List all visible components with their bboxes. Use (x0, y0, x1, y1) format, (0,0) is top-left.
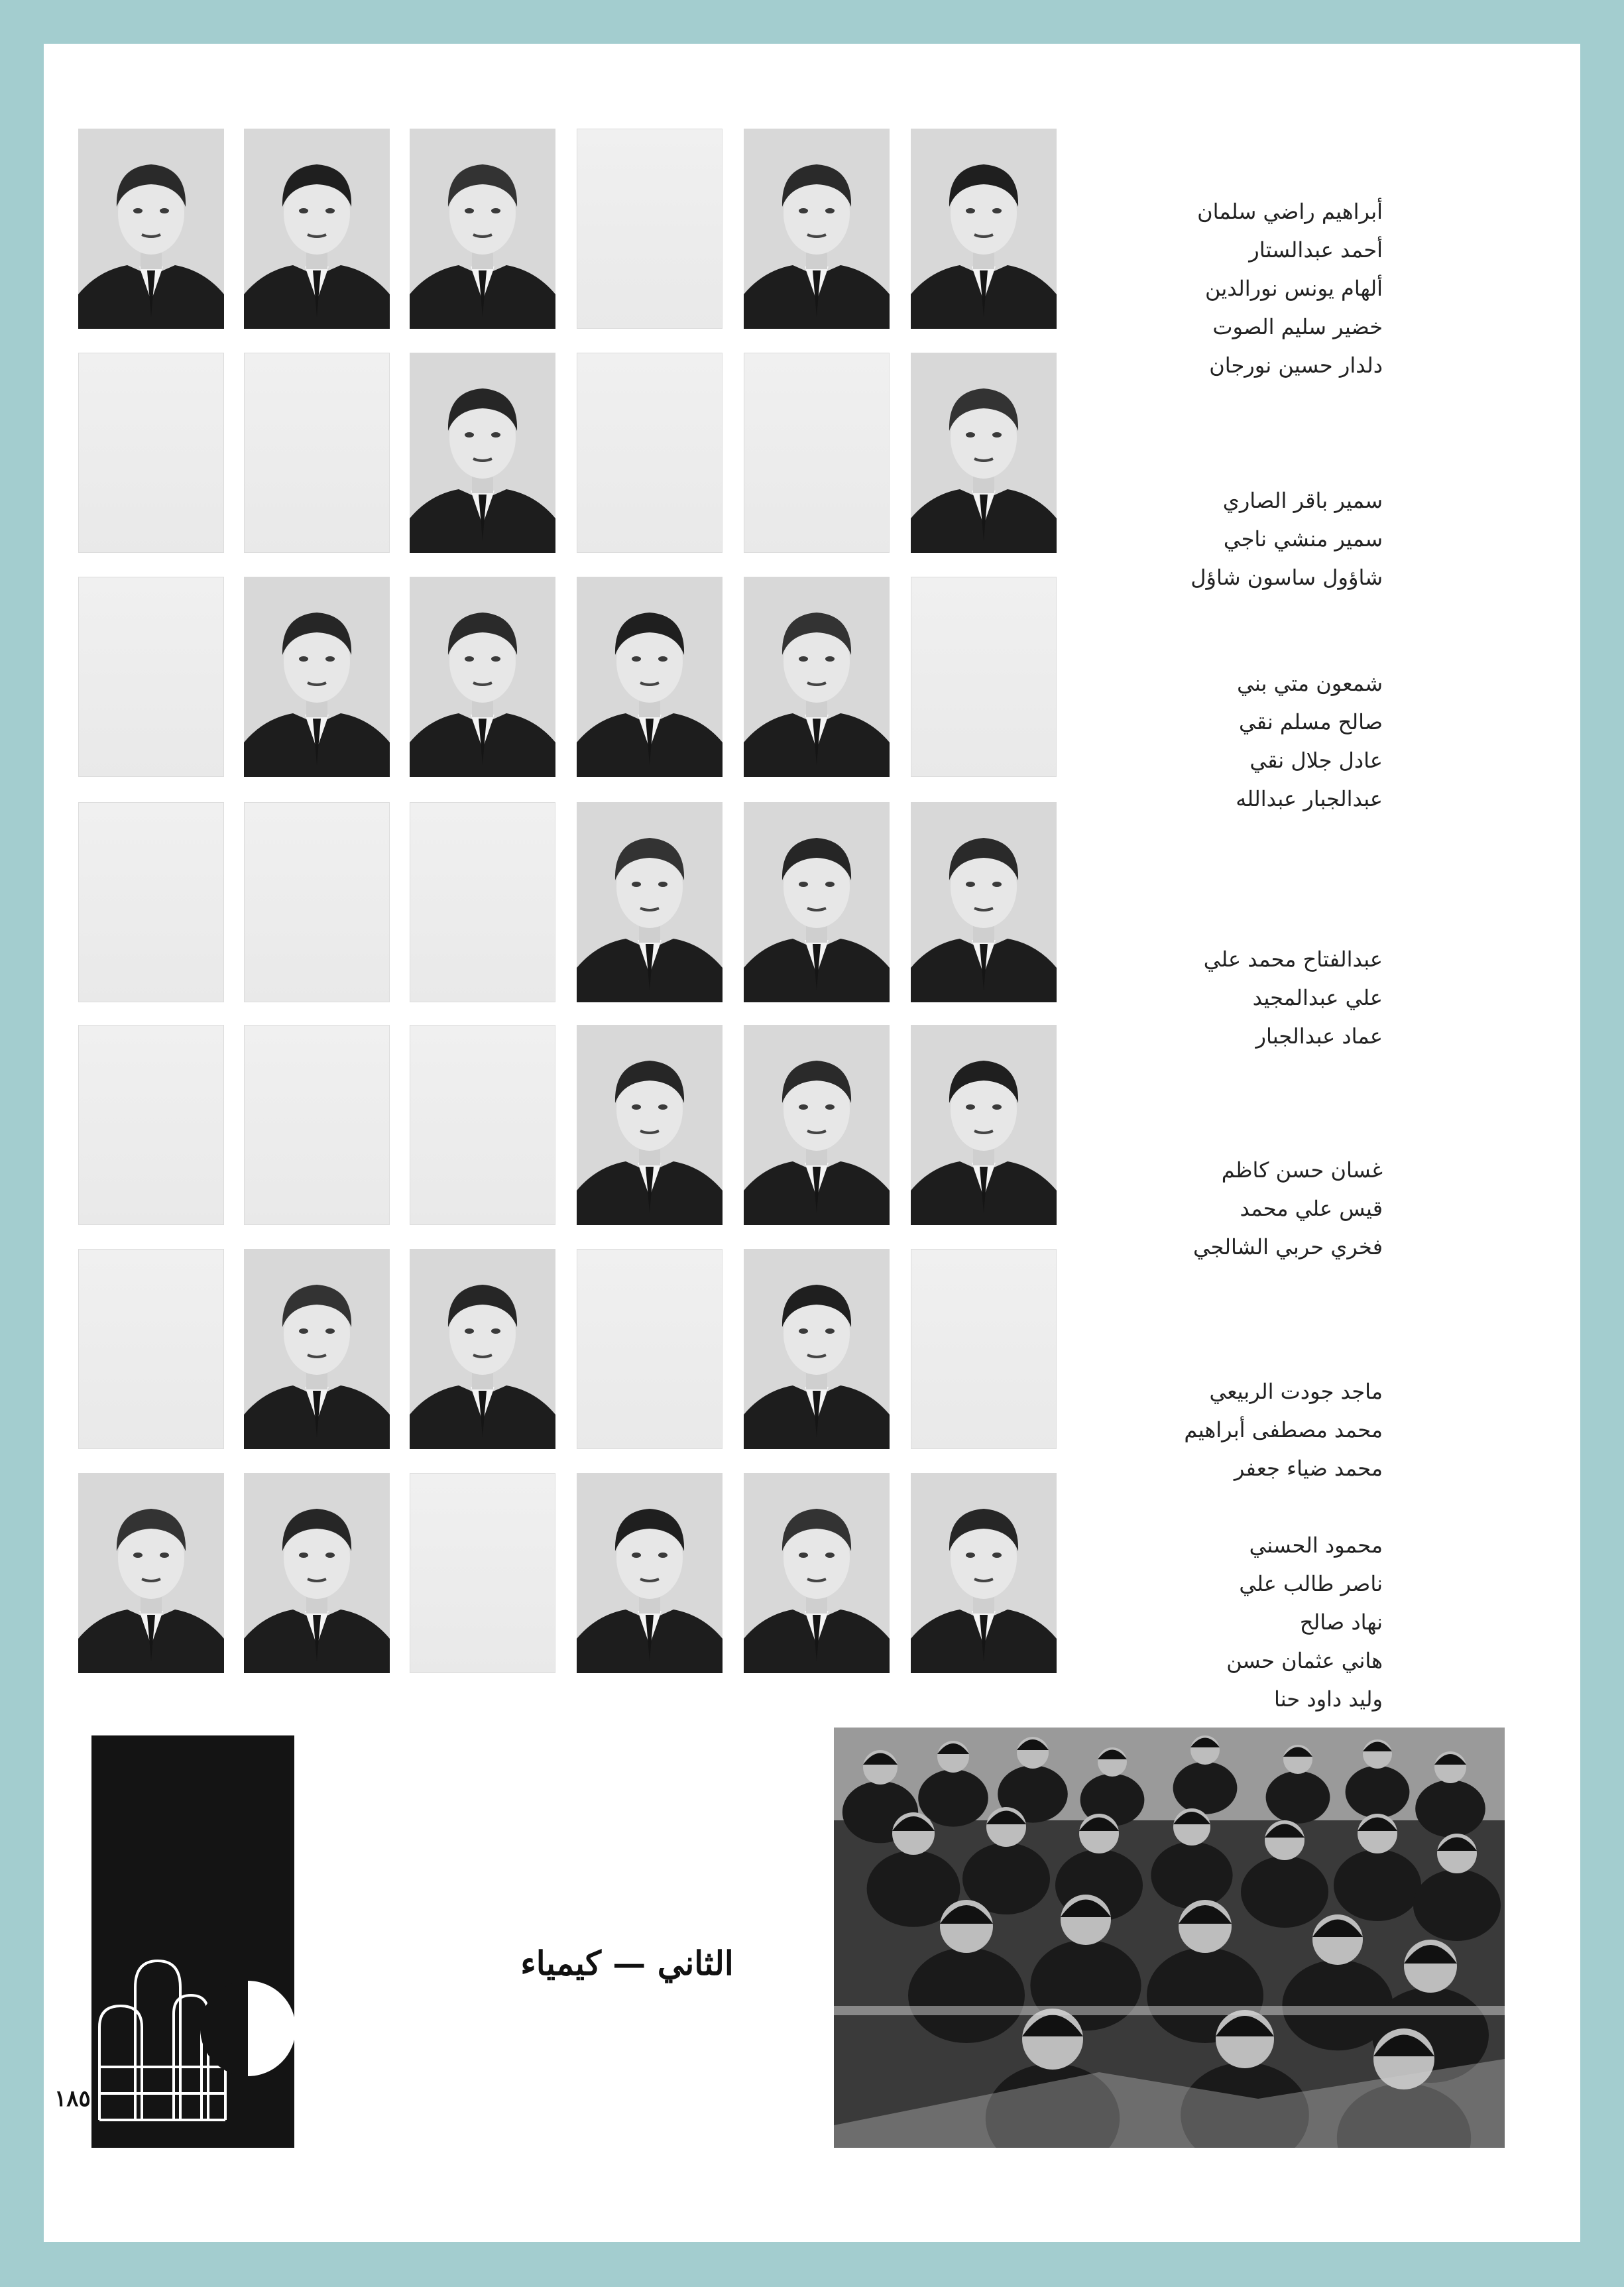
student-portrait-icon (78, 1473, 224, 1673)
student-portrait-icon (911, 1473, 1057, 1673)
student-name: محمد ضياء جعفر (1234, 1456, 1383, 1481)
student-portrait-icon (744, 1473, 890, 1673)
student-name: محمد مصطفى أبراهيم (1184, 1417, 1383, 1442)
student-portrait-icon (911, 802, 1057, 1002)
student-portrait (244, 1473, 390, 1673)
student-portrait-icon (911, 353, 1057, 553)
student-name: عماد عبدالجبار (1255, 1024, 1383, 1049)
student-portrait (744, 129, 890, 329)
student-portrait-icon (78, 129, 224, 329)
empty-photo-slot (410, 1025, 555, 1225)
student-portrait (911, 802, 1057, 1002)
student-portrait (911, 353, 1057, 553)
student-name: قيس علي محمد (1240, 1196, 1383, 1221)
student-name: هاني عثمان حسن (1226, 1648, 1383, 1673)
empty-photo-slot (744, 353, 890, 553)
empty-photo-slot (244, 353, 390, 553)
name-list (1144, 481, 1383, 597)
student-portrait-icon (744, 129, 890, 329)
student-portrait (911, 129, 1057, 329)
empty-photo-slot (911, 1249, 1057, 1449)
student-portrait (577, 802, 723, 1002)
student-portrait-icon (244, 1249, 390, 1449)
student-portrait-icon (244, 129, 390, 329)
student-portrait (744, 802, 890, 1002)
student-name: ناصر طالب علي (1239, 1571, 1383, 1596)
student-portrait (911, 1473, 1057, 1673)
student-portrait-icon (577, 1025, 723, 1225)
student-portrait (410, 353, 555, 553)
student-portrait-icon (410, 129, 555, 329)
student-portrait-icon (244, 577, 390, 777)
student-portrait (577, 577, 723, 777)
student-portrait (410, 129, 555, 329)
student-portrait (911, 1025, 1057, 1225)
empty-photo-slot (410, 802, 555, 1002)
student-portrait-icon (911, 1025, 1057, 1225)
student-portrait (744, 577, 890, 777)
student-portrait-icon (410, 1249, 555, 1449)
student-name: خضير سليم الصوت (1212, 314, 1383, 339)
empty-photo-slot (577, 353, 723, 553)
page-number: ١٨٥ (54, 2085, 91, 2112)
empty-photo-slot (244, 1025, 390, 1225)
student-portrait (244, 1249, 390, 1449)
student-name: نهاد صالح (1299, 1610, 1383, 1635)
empty-photo-slot (577, 129, 723, 329)
student-portrait (410, 1249, 555, 1449)
name-list (1144, 1526, 1383, 1718)
student-portrait (577, 1025, 723, 1225)
student-name: شاؤول ساسون شاؤل (1190, 565, 1383, 590)
student-name: وليد داود حنا (1273, 1686, 1383, 1712)
empty-photo-slot (78, 1025, 224, 1225)
section-caption: الثاني — كيمياء (520, 1944, 734, 1983)
student-name: أحمد عبدالستار (1249, 237, 1383, 263)
empty-photo-slot (410, 1473, 555, 1673)
student-portrait-icon (244, 1473, 390, 1673)
student-portrait-icon (744, 1249, 890, 1449)
student-name: سمير منشي ناجي (1223, 526, 1383, 552)
empty-photo-slot (78, 1249, 224, 1449)
student-portrait-icon (577, 577, 723, 777)
student-name: ألهام يونس نورالدين (1204, 276, 1383, 301)
student-name: ماجد جودت الربيعي (1209, 1379, 1383, 1404)
empty-photo-slot (78, 353, 224, 553)
empty-photo-slot (577, 1249, 723, 1449)
student-portrait-icon (410, 577, 555, 777)
student-name: عبدالجبار عبدالله (1236, 786, 1383, 811)
student-portrait-icon (911, 129, 1057, 329)
student-portrait-icon (577, 1473, 723, 1673)
empty-photo-slot (78, 577, 224, 777)
student-portrait-icon (744, 577, 890, 777)
student-portrait (244, 129, 390, 329)
student-name: عبدالفتاح محمد علي (1203, 947, 1383, 972)
student-portrait (744, 1473, 890, 1673)
student-name: أبراهيم راضي سلمان (1197, 199, 1383, 224)
student-portrait-icon (577, 802, 723, 1002)
student-name: عادل جلال نقي (1249, 748, 1383, 773)
name-list (1144, 1372, 1383, 1488)
empty-photo-slot (911, 577, 1057, 777)
student-name: محمود الحسني (1249, 1533, 1383, 1558)
name-list (1144, 664, 1383, 818)
student-portrait (78, 129, 224, 329)
student-portrait-icon (744, 802, 890, 1002)
student-name: صالح مسلم نقي (1238, 709, 1383, 734)
portrait-grid (78, 129, 1107, 1724)
student-portrait (577, 1473, 723, 1673)
classroom-photo (834, 1728, 1505, 2148)
yearbook-page (44, 44, 1580, 2242)
arch-ornament-icon (91, 1735, 294, 2148)
student-name: فخري حربي الشالجي (1192, 1234, 1383, 1260)
student-name: شمعون متي بني (1237, 671, 1383, 696)
student-portrait (78, 1473, 224, 1673)
student-portrait (410, 577, 555, 777)
student-name: دلدار حسين نورجان (1209, 353, 1383, 378)
student-portrait (244, 577, 390, 777)
student-name: سمير باقر الصاري (1222, 488, 1383, 513)
name-list (1144, 192, 1383, 384)
name-list (1144, 1151, 1383, 1266)
student-portrait (744, 1025, 890, 1225)
student-portrait-icon (410, 353, 555, 553)
student-portrait (744, 1249, 890, 1449)
name-list (1144, 940, 1383, 1055)
empty-photo-slot (78, 802, 224, 1002)
empty-photo-slot (244, 802, 390, 1002)
student-name: علي عبدالمجيد (1252, 985, 1383, 1010)
student-name: غسان حسن كاظم (1221, 1157, 1383, 1183)
student-portrait-icon (744, 1025, 890, 1225)
